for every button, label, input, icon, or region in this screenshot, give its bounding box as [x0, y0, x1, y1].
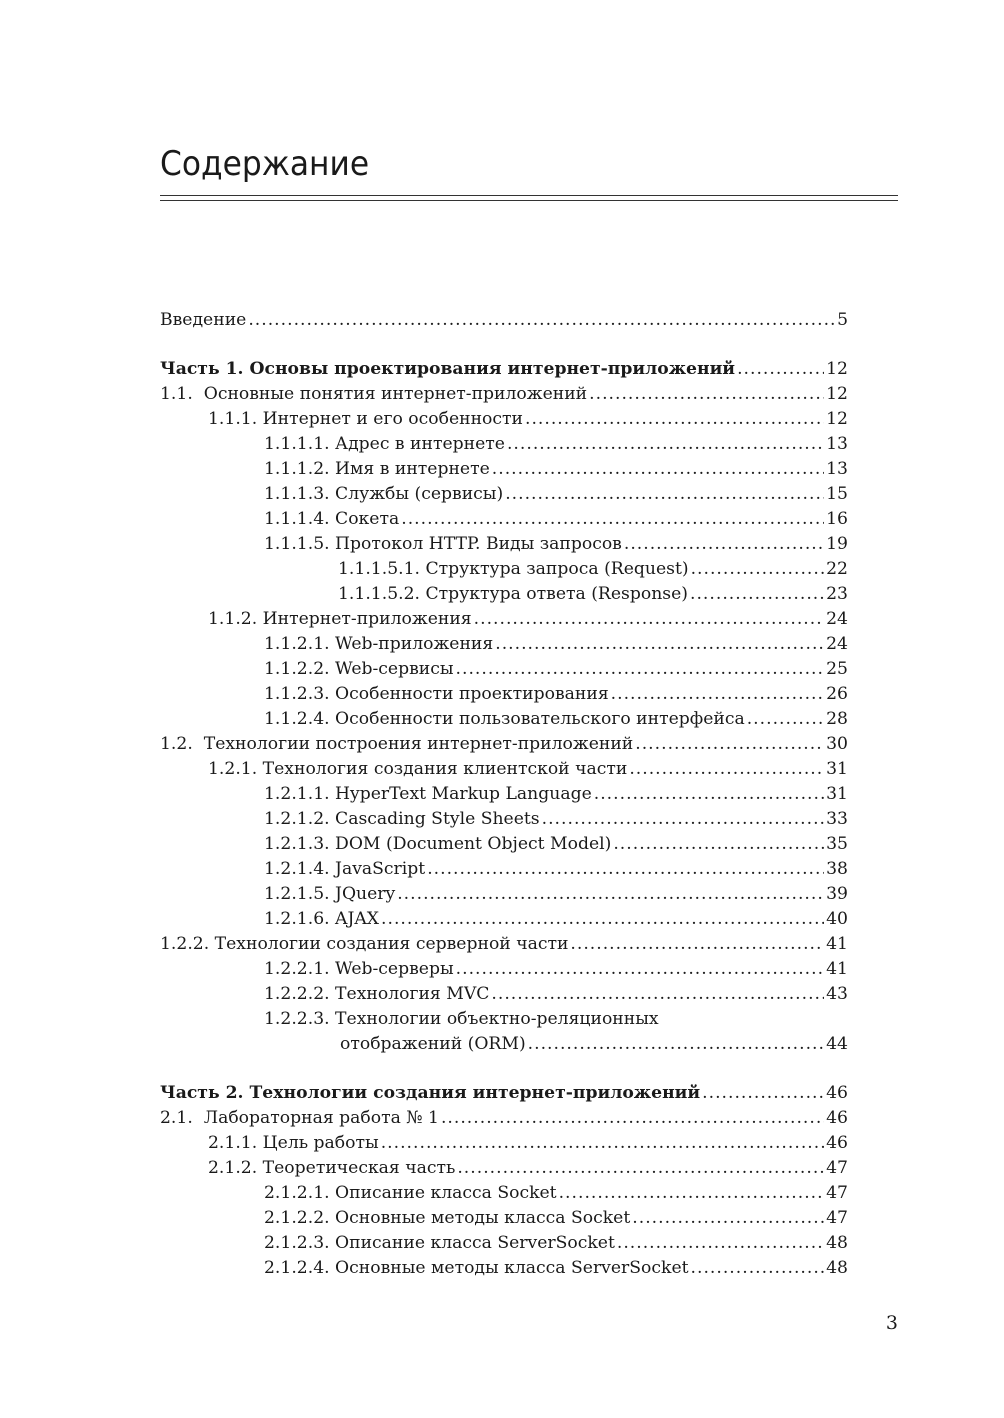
dot-leader — [507, 432, 824, 457]
toc-entry-label: 1.2.1.4. JavaScript — [264, 859, 426, 879]
toc-entry-label: 2.1. Лабораторная работа № 1 — [160, 1108, 439, 1128]
dot-leader — [702, 1081, 824, 1106]
toc-entry-page: 31 — [826, 759, 848, 779]
toc-entry-page: 47 — [826, 1158, 848, 1178]
toc-entry-label: 1.1.1.3. Службы (сервисы) — [264, 484, 504, 504]
toc-entry-page: 13 — [826, 459, 848, 479]
toc-entry-2-1-1[interactable] — [160, 1131, 848, 1156]
toc-entry-label: 1.2.1.6. AJAX — [264, 909, 380, 929]
toc-entry-1-2-1-5[interactable] — [160, 882, 848, 907]
dot-leader — [505, 482, 824, 507]
dot-leader — [690, 582, 824, 607]
toc-entry-label: 1.1.1.5. Протокол HTTP. Виды запросов — [264, 534, 622, 554]
toc-entry-label: 1.1.1.2. Имя в интернете — [264, 459, 490, 479]
toc-entry-label-continued: отображений (ORM) — [340, 1034, 526, 1054]
toc-entry-1-2-2[interactable] — [160, 932, 848, 957]
toc-entry-1-1-1-3[interactable] — [160, 482, 848, 507]
toc-entry-introduction[interactable] — [160, 308, 848, 333]
dot-leader — [441, 1106, 824, 1131]
toc-entry-1-1-2-4[interactable] — [160, 707, 848, 732]
toc-entry-2-1-2-1[interactable] — [160, 1181, 848, 1206]
toc-entry-page: 41 — [826, 934, 848, 954]
toc-entry-page: 47 — [826, 1183, 848, 1203]
toc-entry-label: 1.1.2.1. Web-приложения — [264, 634, 494, 654]
toc-entry-page: 16 — [826, 509, 848, 529]
toc-entry-label: 1.2.1.2. Cascading Style Sheets — [264, 809, 540, 829]
title-rule-top — [160, 195, 898, 196]
toc-entry-label: 1.2. Технологии построения интернет-приложений — [160, 734, 634, 754]
dot-leader — [528, 1032, 824, 1057]
toc-entry-1-1-1-1[interactable] — [160, 432, 848, 457]
toc-entry-label: 1.2.1.1. HyperText Markup Language — [264, 784, 592, 804]
toc-entry-2-1-2[interactable] — [160, 1156, 848, 1181]
toc-entry-1-2-1-3[interactable] — [160, 832, 848, 857]
toc-entry-label: 2.1.2.3. Описание класса ServerSocket — [264, 1233, 615, 1253]
toc-entry-page: 26 — [826, 684, 848, 704]
toc-entry-1-1-2[interactable] — [160, 607, 848, 632]
toc-entry-1-2-1-4[interactable] — [160, 857, 848, 882]
toc-entry-page: 23 — [826, 584, 848, 604]
dot-leader — [492, 457, 824, 482]
dot-leader — [456, 957, 824, 982]
dot-leader — [617, 1231, 824, 1256]
toc-entry-1-1-1-5[interactable] — [160, 532, 848, 557]
toc-entry-label: 2.1.2.1. Описание класса Socket — [264, 1183, 557, 1203]
toc-entry-page: 13 — [826, 434, 848, 454]
toc-entry-page: 44 — [826, 1034, 848, 1054]
toc-entry-2-1[interactable] — [160, 1106, 848, 1131]
toc-entry-label: Часть 1. Основы проектирования интернет-приложений — [160, 359, 736, 379]
toc-entry-1-1-2-1[interactable] — [160, 632, 848, 657]
toc-entry-page: 12 — [826, 359, 848, 379]
toc-entry-2-1-2-3[interactable] — [160, 1231, 848, 1256]
toc-entry-label: 1.2.2.3. Технологии объектно-реляционных — [264, 1009, 659, 1029]
toc-entry-page: 38 — [826, 859, 848, 879]
toc-entry-page: 28 — [826, 709, 848, 729]
toc-entry-page: 12 — [826, 409, 848, 429]
toc-entry-label: 2.1.1. Цель работы — [208, 1133, 379, 1153]
dot-leader — [381, 1131, 824, 1156]
toc-entry-1-1-1-4[interactable] — [160, 507, 848, 532]
toc-entry-label: 2.1.2.4. Основные методы класса ServerSocket — [264, 1258, 689, 1278]
toc-entry-page: 46 — [826, 1083, 848, 1103]
toc-entry-1-2-2-3-continued[interactable] — [160, 1032, 848, 1057]
dot-leader — [525, 407, 824, 432]
dot-leader — [629, 757, 824, 782]
dot-leader — [495, 632, 824, 657]
toc-entry-label: 1.2.1. Технология создания клиентской части — [208, 759, 628, 779]
toc-entry-part-1[interactable] — [160, 357, 848, 382]
dot-leader — [747, 707, 824, 732]
toc-entry-2-1-2-2[interactable] — [160, 1206, 848, 1231]
toc-entry-page: 40 — [826, 909, 848, 929]
dot-leader — [691, 1256, 825, 1281]
toc-entry-1-2-2-3[interactable] — [160, 1007, 848, 1032]
toc-entry-label: 1.1.1.5.1. Структура запроса (Request) — [338, 559, 689, 579]
toc-entry-page: 48 — [826, 1233, 848, 1253]
table-of-contents — [160, 308, 848, 1281]
toc-entry-label: 1.1.1. Интернет и его особенности — [208, 409, 523, 429]
toc-entry-label: 1.1.1.5.2. Структура ответа (Response) — [338, 584, 688, 604]
dot-leader — [624, 532, 824, 557]
toc-entry-1-2-1-1[interactable] — [160, 782, 848, 807]
toc-entry-label: Введение — [160, 310, 247, 330]
dot-leader — [594, 782, 824, 807]
toc-entry-page: 24 — [826, 634, 848, 654]
toc-entry-label: 1.1. Основные понятия интернет-приложений — [160, 384, 588, 404]
dot-leader — [542, 807, 825, 832]
toc-entry-page: 12 — [826, 384, 848, 404]
toc-entry-1-1-1-2[interactable] — [160, 457, 848, 482]
toc-entry-page: 15 — [826, 484, 848, 504]
title-rule-bottom — [160, 200, 898, 201]
dot-leader — [632, 1206, 824, 1231]
toc-entry-1-1-2-3[interactable] — [160, 682, 848, 707]
dot-leader — [611, 682, 824, 707]
toc-entry-page: 46 — [826, 1133, 848, 1153]
toc-entry-label: 1.1.1.1. Адрес в интернете — [264, 434, 505, 454]
toc-entry-label: 2.1.2. Теоретическая часть — [208, 1158, 456, 1178]
toc-entry-page: 25 — [826, 659, 848, 679]
toc-entry-page: 24 — [826, 609, 848, 629]
dot-leader — [456, 657, 825, 682]
toc-entry-2-1-2-4[interactable] — [160, 1256, 848, 1281]
toc-entry-label: Часть 2. Технологии создания интернет-приложений — [160, 1083, 701, 1103]
toc-entry-label: 1.1.1.4. Сокета — [264, 509, 400, 529]
dot-leader — [474, 607, 824, 632]
dot-leader — [397, 882, 824, 907]
toc-entry-1-2-2-1[interactable] — [160, 957, 848, 982]
toc-entry-1-2-1[interactable] — [160, 757, 848, 782]
toc-entry-page: 41 — [826, 959, 848, 979]
dot-leader — [401, 507, 824, 532]
toc-entry-label: 1.1.2.4. Особенности пользовательского интерфейса — [264, 709, 745, 729]
toc-entry-1-2[interactable] — [160, 732, 848, 757]
toc-entry-page: 22 — [826, 559, 848, 579]
toc-entry-label: 1.2.2.2. Технология MVC — [264, 984, 490, 1004]
toc-entry-page: 39 — [826, 884, 848, 904]
toc-entry-page: 33 — [826, 809, 848, 829]
dot-leader — [635, 732, 824, 757]
toc-entry-1-1[interactable] — [160, 382, 848, 407]
dot-leader — [691, 557, 825, 582]
toc-entry-1-2-1-6[interactable] — [160, 907, 848, 932]
toc-entry-label: 2.1.2.2. Основные методы класса Socket — [264, 1208, 631, 1228]
toc-entry-page: 47 — [826, 1208, 848, 1228]
toc-entry-1-1-1[interactable] — [160, 407, 848, 432]
toc-entry-label: 1.2.1.5. JQuery — [264, 884, 396, 904]
dot-leader — [427, 857, 824, 882]
dot-leader — [491, 982, 824, 1007]
toc-entry-page: 46 — [826, 1108, 848, 1128]
dot-leader — [457, 1156, 824, 1181]
toc-entry-1-1-1-5-2[interactable] — [160, 582, 848, 607]
toc-entry-page: 31 — [826, 784, 848, 804]
page-title: Содержание — [160, 144, 370, 184]
toc-entry-1-1-2-2[interactable] — [160, 657, 848, 682]
toc-entry-part-2[interactable] — [160, 1081, 848, 1106]
toc-entry-label: 1.1.2.3. Особенности проектирования — [264, 684, 609, 704]
toc-entry-page: 5 — [837, 310, 848, 330]
page-number: 3 — [885, 1312, 898, 1334]
toc-entry-label: 1.2.2. Технологии создания серверной части — [160, 934, 569, 954]
dot-leader — [381, 907, 824, 932]
toc-entry-label: 1.2.1.3. DOM (Document Object Model) — [264, 834, 612, 854]
dot-leader — [737, 357, 824, 382]
toc-entry-1-1-1-5-1[interactable] — [160, 557, 848, 582]
toc-entry-page: 30 — [826, 734, 848, 754]
toc-entry-page: 35 — [826, 834, 848, 854]
toc-entry-1-2-1-2[interactable] — [160, 807, 848, 832]
dot-leader — [248, 308, 835, 333]
toc-entry-label: 1.2.2.1. Web-серверы — [264, 959, 454, 979]
toc-entry-page: 48 — [826, 1258, 848, 1278]
toc-entry-page: 43 — [826, 984, 848, 1004]
dot-leader — [613, 832, 824, 857]
toc-entry-page: 19 — [826, 534, 848, 554]
dot-leader — [570, 932, 824, 957]
dot-leader — [589, 382, 824, 407]
dot-leader — [559, 1181, 825, 1206]
toc-entry-1-2-2-2[interactable] — [160, 982, 848, 1007]
toc-entry-label: 1.1.2. Интернет-приложения — [208, 609, 472, 629]
toc-entry-label: 1.1.2.2. Web-сервисы — [264, 659, 454, 679]
